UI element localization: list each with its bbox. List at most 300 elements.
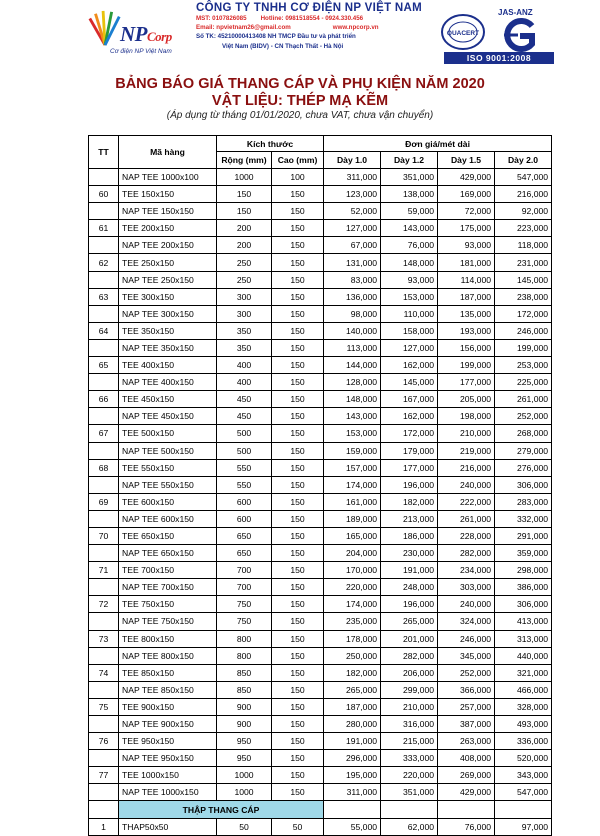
price-thickness-1-5: 263,000 <box>438 733 495 750</box>
price-thickness-2-0: 547,000 <box>495 784 552 801</box>
width-mm: 600 <box>217 493 272 510</box>
letterhead <box>0 0 600 66</box>
width-mm: 900 <box>217 716 272 733</box>
price-thickness-1-0: 220,000 <box>324 579 381 596</box>
certification-logos <box>438 8 560 64</box>
row-number <box>89 510 119 527</box>
item-code: NAP TEE 800x150 <box>119 647 217 664</box>
height-mm: 150 <box>272 288 324 305</box>
price-thickness-1-0: 136,000 <box>324 288 381 305</box>
price-thickness-1-5: 169,000 <box>438 186 495 203</box>
price-thickness-1-2: 138,000 <box>381 186 438 203</box>
bank-line-2: Việt Nam (BIDV) - CN Thạch Thất - Hà Nội <box>222 42 344 50</box>
price-thickness-1-2: 93,000 <box>381 271 438 288</box>
row-number: 77 <box>89 767 119 784</box>
price-thickness-2-0: 172,000 <box>495 305 552 322</box>
table-row <box>89 186 552 203</box>
width-mm: 300 <box>217 305 272 322</box>
price-thickness-1-2: 153,000 <box>381 288 438 305</box>
section-row <box>89 801 552 818</box>
price-thickness-2-0: 118,000 <box>495 237 552 254</box>
company-name: CÔNG TY TNHH CƠ ĐIỆN NP VIỆT NAM <box>196 2 422 14</box>
email[interactable]: Email: npvietnam26@gmail.com <box>196 24 291 32</box>
price-thickness-1-0: 140,000 <box>324 322 381 339</box>
price-thickness-1-5: 76,000 <box>438 818 495 835</box>
item-code: NAP TEE 300x150 <box>119 305 217 322</box>
quacert-label: QUACERT <box>446 30 480 37</box>
price-thickness-1-2: 201,000 <box>381 630 438 647</box>
company-info <box>196 2 446 51</box>
quacert-badge-icon <box>440 12 486 52</box>
table-row <box>89 647 552 664</box>
height-mm: 150 <box>272 305 324 322</box>
height-mm: 150 <box>272 442 324 459</box>
row-number: 74 <box>89 664 119 681</box>
price-thickness-1-2: 110,000 <box>381 305 438 322</box>
item-code: TEE 350x150 <box>119 322 217 339</box>
height-mm: 150 <box>272 220 324 237</box>
item-code: TEE 450x150 <box>119 391 217 408</box>
row-number: 69 <box>89 493 119 510</box>
price-thickness-2-0: 238,000 <box>495 288 552 305</box>
price-thickness-1-0: 296,000 <box>324 750 381 767</box>
row-number: 73 <box>89 630 119 647</box>
price-thickness-1-2: 182,000 <box>381 493 438 510</box>
price-thickness-1-5: 261,000 <box>438 510 495 527</box>
height-mm: 150 <box>272 237 324 254</box>
price-thickness-1-5: 210,000 <box>438 425 495 442</box>
row-number: 64 <box>89 322 119 339</box>
height-mm: 150 <box>272 186 324 203</box>
height-mm: 150 <box>272 545 324 562</box>
row-number <box>89 716 119 733</box>
price-thickness-2-0: 520,000 <box>495 750 552 767</box>
table-row <box>89 408 552 425</box>
price-thickness-1-0: 178,000 <box>324 630 381 647</box>
row-number: 71 <box>89 562 119 579</box>
width-mm: 300 <box>217 288 272 305</box>
price-thickness-1-2: 62,000 <box>381 818 438 835</box>
header-thickness-1-2: Dày 1.2 <box>381 152 438 169</box>
height-mm: 150 <box>272 579 324 596</box>
logo-tagline: Cơ điện NP Việt Nam <box>110 48 172 55</box>
price-thickness-1-2: 177,000 <box>381 459 438 476</box>
header-thickness-2-0: Dày 2.0 <box>495 152 552 169</box>
row-number <box>89 476 119 493</box>
price-thickness-1-0: 83,000 <box>324 271 381 288</box>
price-thickness-2-0: 145,000 <box>495 271 552 288</box>
height-mm: 150 <box>272 664 324 681</box>
height-mm: 150 <box>272 733 324 750</box>
section-empty-cell <box>324 801 381 818</box>
price-thickness-1-0: 153,000 <box>324 425 381 442</box>
height-mm: 150 <box>272 750 324 767</box>
item-code: TEE 900x150 <box>119 698 217 715</box>
price-thickness-1-2: 333,000 <box>381 750 438 767</box>
height-mm: 150 <box>272 322 324 339</box>
row-number: 63 <box>89 288 119 305</box>
height-mm: 150 <box>272 271 324 288</box>
width-mm: 850 <box>217 664 272 681</box>
price-thickness-1-0: 311,000 <box>324 169 381 186</box>
price-thickness-1-5: 303,000 <box>438 579 495 596</box>
price-thickness-2-0: 246,000 <box>495 322 552 339</box>
price-thickness-1-5: 429,000 <box>438 784 495 801</box>
document-title: BẢNG BÁO GIÁ THANG CÁP VÀ PHỤ KIỆN NĂM 2020 <box>115 76 485 92</box>
row-number: 65 <box>89 357 119 374</box>
price-thickness-1-2: 230,000 <box>381 545 438 562</box>
price-thickness-1-5: 205,000 <box>438 391 495 408</box>
width-mm: 50 <box>217 818 272 835</box>
item-code: TEE 750x150 <box>119 596 217 613</box>
price-thickness-1-0: 174,000 <box>324 476 381 493</box>
width-mm: 700 <box>217 562 272 579</box>
item-code: NAP TEE 200x150 <box>119 237 217 254</box>
price-thickness-1-0: 195,000 <box>324 767 381 784</box>
price-thickness-1-0: 123,000 <box>324 186 381 203</box>
width-mm: 750 <box>217 613 272 630</box>
price-thickness-1-0: 148,000 <box>324 391 381 408</box>
logo-arc-icon <box>86 8 124 48</box>
price-table <box>88 135 552 836</box>
item-code: NAP TEE 600x150 <box>119 510 217 527</box>
height-mm: 50 <box>272 818 324 835</box>
width-mm: 250 <box>217 271 272 288</box>
item-code: NAP TEE 500x150 <box>119 442 217 459</box>
table-row <box>89 271 552 288</box>
price-thickness-1-2: 220,000 <box>381 767 438 784</box>
row-number: 62 <box>89 254 119 271</box>
row-number: 70 <box>89 527 119 544</box>
material-subtitle: VẬT LIỆU: THÉP MẠ KẼM <box>211 93 389 109</box>
table-row <box>89 339 552 356</box>
height-mm: 150 <box>272 698 324 715</box>
price-thickness-1-2: 158,000 <box>381 322 438 339</box>
height-mm: 150 <box>272 716 324 733</box>
width-mm: 950 <box>217 750 272 767</box>
price-thickness-2-0: 199,000 <box>495 339 552 356</box>
hotline: Hotline: 0981518554 - 0924.330.456 <box>260 15 364 22</box>
contact-line-1 <box>196 14 446 23</box>
table-row <box>89 545 552 562</box>
width-mm: 450 <box>217 408 272 425</box>
height-mm: 150 <box>272 408 324 425</box>
item-code: NAP TEE 900x150 <box>119 716 217 733</box>
table-row <box>89 562 552 579</box>
price-thickness-1-5: 240,000 <box>438 476 495 493</box>
price-thickness-1-2: 351,000 <box>381 784 438 801</box>
item-code: NAP TEE 850x150 <box>119 681 217 698</box>
price-thickness-1-2: 351,000 <box>381 169 438 186</box>
iso-badge: ISO 9001:2008 <box>444 52 554 64</box>
price-thickness-1-5: 216,000 <box>438 459 495 476</box>
np-corp-logo <box>80 6 198 64</box>
price-thickness-1-0: 157,000 <box>324 459 381 476</box>
price-thickness-1-0: 250,000 <box>324 647 381 664</box>
price-thickness-1-2: 299,000 <box>381 681 438 698</box>
price-thickness-1-2: 316,000 <box>381 716 438 733</box>
table-row <box>89 391 552 408</box>
height-mm: 150 <box>272 459 324 476</box>
table-row <box>89 630 552 647</box>
bank-line-1: Số TK: 45210000413408 NH TMCP Đầu tư và phát triển <box>196 33 356 41</box>
price-thickness-2-0: 276,000 <box>495 459 552 476</box>
height-mm: 150 <box>272 493 324 510</box>
height-mm: 150 <box>272 596 324 613</box>
width-mm: 250 <box>217 254 272 271</box>
row-number <box>89 442 119 459</box>
price-thickness-2-0: 225,000 <box>495 374 552 391</box>
table-row <box>89 220 552 237</box>
width-mm: 750 <box>217 596 272 613</box>
section-empty-cell <box>438 801 495 818</box>
price-thickness-1-2: 196,000 <box>381 476 438 493</box>
table-row <box>89 357 552 374</box>
price-thickness-1-2: 59,000 <box>381 203 438 220</box>
width-mm: 500 <box>217 425 272 442</box>
item-code: TEE 950x150 <box>119 733 217 750</box>
price-thickness-1-5: 408,000 <box>438 750 495 767</box>
price-thickness-2-0: 231,000 <box>495 254 552 271</box>
header-width: Rộng (mm) <box>217 152 272 169</box>
height-mm: 150 <box>272 630 324 647</box>
price-thickness-1-5: 181,000 <box>438 254 495 271</box>
width-mm: 150 <box>217 186 272 203</box>
row-number: 68 <box>89 459 119 476</box>
price-thickness-1-0: 280,000 <box>324 716 381 733</box>
item-code: NAP TEE 250x150 <box>119 271 217 288</box>
price-thickness-1-5: 324,000 <box>438 613 495 630</box>
applicability-note: (Áp dụng từ tháng 01/01/2020, chưa VAT, chưa vận chuyển) <box>166 110 434 121</box>
jas-anz-mark-icon <box>498 18 540 52</box>
price-thickness-1-2: 143,000 <box>381 220 438 237</box>
price-thickness-2-0: 92,000 <box>495 203 552 220</box>
website[interactable]: www.npcorp.vn <box>332 24 379 32</box>
row-number: 61 <box>89 220 119 237</box>
header-price-group: Đơn giá/mét dài <box>324 136 552 152</box>
table-row <box>89 459 552 476</box>
width-mm: 200 <box>217 220 272 237</box>
height-mm: 150 <box>272 784 324 801</box>
price-thickness-1-5: 429,000 <box>438 169 495 186</box>
item-code: TEE 400x150 <box>119 357 217 374</box>
row-number <box>89 305 119 322</box>
width-mm: 600 <box>217 510 272 527</box>
row-number <box>89 579 119 596</box>
item-code: NAP TEE 750x150 <box>119 613 217 630</box>
price-thickness-1-0: 182,000 <box>324 664 381 681</box>
price-thickness-2-0: 306,000 <box>495 476 552 493</box>
price-thickness-1-0: 170,000 <box>324 562 381 579</box>
height-mm: 150 <box>272 476 324 493</box>
price-thickness-1-2: 179,000 <box>381 442 438 459</box>
price-thickness-1-2: 186,000 <box>381 527 438 544</box>
row-number: 1 <box>89 818 119 835</box>
price-thickness-2-0: 291,000 <box>495 527 552 544</box>
price-thickness-1-5: 114,000 <box>438 271 495 288</box>
section-empty-cell <box>495 801 552 818</box>
price-thickness-1-0: 131,000 <box>324 254 381 271</box>
price-thickness-1-0: 174,000 <box>324 596 381 613</box>
table-row <box>89 664 552 681</box>
price-thickness-1-2: 148,000 <box>381 254 438 271</box>
table-row <box>89 476 552 493</box>
price-thickness-1-2: 191,000 <box>381 562 438 579</box>
table-row <box>89 527 552 544</box>
price-thickness-2-0: 298,000 <box>495 562 552 579</box>
height-mm: 150 <box>272 767 324 784</box>
price-thickness-1-2: 145,000 <box>381 374 438 391</box>
price-thickness-1-0: 55,000 <box>324 818 381 835</box>
price-thickness-2-0: 321,000 <box>495 664 552 681</box>
price-thickness-2-0: 359,000 <box>495 545 552 562</box>
row-number <box>89 237 119 254</box>
price-thickness-1-5: 366,000 <box>438 681 495 698</box>
price-thickness-1-0: 235,000 <box>324 613 381 630</box>
price-thickness-1-5: 177,000 <box>438 374 495 391</box>
height-mm: 100 <box>272 169 324 186</box>
height-mm: 150 <box>272 203 324 220</box>
row-number: 60 <box>89 186 119 203</box>
row-number <box>89 681 119 698</box>
price-thickness-2-0: 413,000 <box>495 613 552 630</box>
width-mm: 550 <box>217 459 272 476</box>
width-mm: 650 <box>217 545 272 562</box>
item-code: TEE 700x150 <box>119 562 217 579</box>
price-thickness-2-0: 547,000 <box>495 169 552 186</box>
height-mm: 150 <box>272 425 324 442</box>
row-number: 72 <box>89 596 119 613</box>
width-mm: 550 <box>217 476 272 493</box>
table-row <box>89 681 552 698</box>
table-row <box>89 305 552 322</box>
header-size-group: Kích thước <box>217 136 324 152</box>
price-thickness-1-2: 196,000 <box>381 596 438 613</box>
price-thickness-1-2: 213,000 <box>381 510 438 527</box>
table-row <box>89 510 552 527</box>
price-thickness-1-5: 175,000 <box>438 220 495 237</box>
price-thickness-1-5: 222,000 <box>438 493 495 510</box>
width-mm: 200 <box>217 237 272 254</box>
price-thickness-1-5: 219,000 <box>438 442 495 459</box>
row-number <box>89 271 119 288</box>
width-mm: 450 <box>217 391 272 408</box>
price-thickness-2-0: 343,000 <box>495 767 552 784</box>
price-thickness-1-0: 187,000 <box>324 698 381 715</box>
item-code: TEE 300x150 <box>119 288 217 305</box>
price-thickness-1-5: 93,000 <box>438 237 495 254</box>
price-thickness-2-0: 279,000 <box>495 442 552 459</box>
item-code: TEE 500x150 <box>119 425 217 442</box>
price-thickness-1-0: 128,000 <box>324 374 381 391</box>
table-row <box>89 596 552 613</box>
price-thickness-2-0: 313,000 <box>495 630 552 647</box>
table-row <box>89 733 552 750</box>
item-code: TEE 150x150 <box>119 186 217 203</box>
width-mm: 400 <box>217 374 272 391</box>
table-row <box>89 237 552 254</box>
table-row <box>89 750 552 767</box>
row-number: 76 <box>89 733 119 750</box>
section-label: THẬP THANG CÁP <box>119 801 324 818</box>
price-thickness-1-0: 67,000 <box>324 237 381 254</box>
header-tt: TT <box>89 136 119 169</box>
price-thickness-1-5: 135,000 <box>438 305 495 322</box>
price-thickness-1-2: 76,000 <box>381 237 438 254</box>
price-thickness-1-5: 156,000 <box>438 339 495 356</box>
item-code: NAP TEE 450x150 <box>119 408 217 425</box>
header-thickness-1-5: Dày 1.5 <box>438 152 495 169</box>
width-mm: 800 <box>217 630 272 647</box>
price-thickness-1-2: 206,000 <box>381 664 438 681</box>
width-mm: 150 <box>217 203 272 220</box>
table-row <box>89 288 552 305</box>
table-row <box>89 203 552 220</box>
price-thickness-1-2: 265,000 <box>381 613 438 630</box>
price-thickness-1-5: 257,000 <box>438 698 495 715</box>
table-row <box>89 698 552 715</box>
item-code: TEE 250x150 <box>119 254 217 271</box>
price-thickness-2-0: 97,000 <box>495 818 552 835</box>
width-mm: 800 <box>217 647 272 664</box>
width-mm: 850 <box>217 681 272 698</box>
price-thickness-1-0: 98,000 <box>324 305 381 322</box>
price-thickness-2-0: 493,000 <box>495 716 552 733</box>
price-thickness-2-0: 328,000 <box>495 698 552 715</box>
height-mm: 150 <box>272 681 324 698</box>
logo-wordmark: NPCorp <box>120 22 172 46</box>
height-mm: 150 <box>272 562 324 579</box>
price-thickness-1-5: 387,000 <box>438 716 495 733</box>
height-mm: 150 <box>272 613 324 630</box>
price-thickness-2-0: 336,000 <box>495 733 552 750</box>
table-row <box>89 254 552 271</box>
row-number: 66 <box>89 391 119 408</box>
table-row <box>89 579 552 596</box>
height-mm: 150 <box>272 510 324 527</box>
price-thickness-2-0: 252,000 <box>495 408 552 425</box>
price-thickness-2-0: 268,000 <box>495 425 552 442</box>
price-thickness-1-0: 144,000 <box>324 357 381 374</box>
price-thickness-1-2: 282,000 <box>381 647 438 664</box>
section-empty-cell <box>381 801 438 818</box>
row-number <box>89 750 119 767</box>
table-row <box>89 716 552 733</box>
row-number <box>89 647 119 664</box>
item-code: NAP TEE 700x150 <box>119 579 217 596</box>
item-code: TEE 550x150 <box>119 459 217 476</box>
item-code: TEE 850x150 <box>119 664 217 681</box>
price-thickness-2-0: 261,000 <box>495 391 552 408</box>
item-code: TEE 650x150 <box>119 527 217 544</box>
price-thickness-1-0: 52,000 <box>324 203 381 220</box>
width-mm: 650 <box>217 527 272 544</box>
item-code: NAP TEE 650x150 <box>119 545 217 562</box>
item-code: NAP TEE 150x150 <box>119 203 217 220</box>
item-code: TEE 600x150 <box>119 493 217 510</box>
width-mm: 950 <box>217 733 272 750</box>
price-thickness-1-0: 161,000 <box>324 493 381 510</box>
width-mm: 700 <box>217 579 272 596</box>
price-thickness-2-0: 440,000 <box>495 647 552 664</box>
price-thickness-1-2: 215,000 <box>381 733 438 750</box>
price-thickness-1-5: 199,000 <box>438 357 495 374</box>
row-number <box>89 613 119 630</box>
price-thickness-1-5: 198,000 <box>438 408 495 425</box>
item-code: NAP TEE 350x150 <box>119 339 217 356</box>
height-mm: 150 <box>272 527 324 544</box>
price-thickness-1-5: 187,000 <box>438 288 495 305</box>
